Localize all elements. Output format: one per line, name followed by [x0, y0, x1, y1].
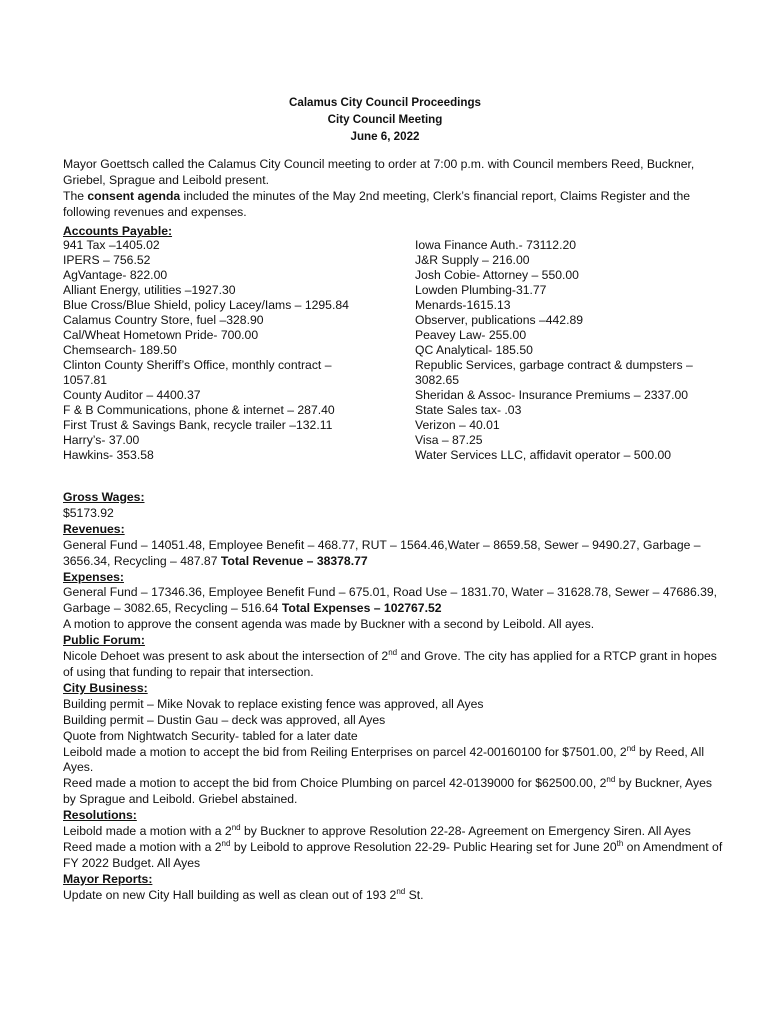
header-title: Calamus City Council Proceedings: [289, 96, 481, 109]
mayor-reports-heading: Mayor Reports:: [63, 871, 153, 886]
payable-item: Harry’s- 37.00: [63, 433, 140, 447]
city-business-item: Building permit – Dustin Gau – deck was approved, all Ayes: [63, 712, 386, 727]
payable-item: Iowa Finance Auth.- 73112.20: [415, 238, 577, 252]
ordinal-suffix: nd: [221, 838, 231, 848]
city-business-item: [63, 776, 728, 808]
payable-item: Cal/Wheat Hometown Pride- 700.00: [63, 328, 259, 342]
mayor-reports-text-post: St.: [405, 887, 424, 902]
city-business-heading: City Business:: [63, 680, 148, 695]
payable-item: State Sales tax- .03: [415, 403, 522, 417]
accounts-payable-heading: Accounts Payable:: [63, 224, 173, 238]
lower-section: [63, 490, 728, 904]
ordinal-suffix: nd: [396, 886, 406, 896]
payable-item: Republic Services, garbage contract & dumpsters –: [415, 358, 693, 372]
item-text-post: by Reed, All Ayes.: [63, 744, 705, 775]
resolution-item: [63, 840, 728, 872]
mayor-reports-text-pre: Update on new City Hall building as well as clean out of 193 2: [63, 887, 397, 902]
payable-item: 941 Tax –1405.02: [63, 238, 160, 252]
consent-agenda-bold: consent agenda: [87, 189, 181, 203]
payable-item: Calamus Country Store, fuel –328.90: [63, 313, 264, 327]
payable-item: 3082.65: [415, 373, 460, 387]
resolution-text-post: on Amendment of FY 2022 Budget. All Ayes: [63, 839, 723, 870]
payable-item: Peavey Law- 255.00: [415, 328, 527, 342]
call-to-order-paragraph: Mayor Goettsch called the Calamus City Council meeting to order at 7:00 p.m. with Council members Reed, Buckner, Griebel, Sprague and Leibold present.: [63, 157, 695, 187]
ordinal-suffix: nd: [606, 775, 616, 785]
resolution-text-mid: by Leibold to approve Resolution 22-29- Public Hearing set for June 20: [230, 839, 617, 854]
resolution-text-post: by Buckner to approve Resolution 22-28- Agreement on Emergency Siren. All Ayes: [240, 824, 691, 839]
consent-motion: A motion to approve the consent agenda was made by Buckner with a second by Leibold. All ayes.: [63, 617, 595, 632]
payable-item: AgVantage- 822.00: [63, 268, 168, 282]
resolutions-heading: Resolutions:: [63, 808, 137, 823]
consent-agenda-text-pre: The: [63, 189, 88, 203]
payable-item: County Auditor – 4400.37: [63, 388, 201, 402]
payable-item: Clinton County Sheriff’s Office, monthly contract –: [63, 358, 332, 372]
public-forum-paragraph: [63, 649, 728, 681]
resolution-item: [63, 824, 728, 840]
item-text-pre: Reed made a motion to accept the bid from Choice Plumbing on parcel 42-0139000 for $62500.00, 2: [63, 776, 607, 791]
total-expenses: Total Expenses – 102767.52: [281, 601, 442, 616]
payable-item: Lowden Plumbing-31.77: [415, 283, 547, 297]
ordinal-suffix: th: [616, 838, 624, 848]
ordinal-suffix: nd: [626, 743, 636, 753]
item-text-post: by Buckner, Ayes by Sprague and Leibold. Griebel abstained.: [63, 776, 712, 807]
payable-item: Water Services LLC, affidavit operator – 500.00: [415, 448, 672, 462]
resolution-text-pre: Reed made a motion with a 2: [63, 839, 222, 854]
consent-agenda-paragraph: [63, 188, 728, 220]
expenses-heading: Expenses:: [63, 569, 124, 584]
item-text-pre: Leibold made a motion to accept the bid from Reiling Enterprises on parcel 42-00160100 for $7501.00, 2: [63, 744, 627, 759]
public-forum-text-post: and Grove. The city has applied for a RTCP grant in hopes of using that funding to repair that intersection.: [63, 649, 717, 679]
payable-item: Blue Cross/Blue Shield, policy Lacey/Iams – 1295.84: [63, 298, 349, 312]
ordinal-suffix: nd: [388, 648, 398, 657]
revenues-text: General Fund – 14051.48, Employee Benefit – 468.77, RUT – 1564.46,Water – 8659.58, Sewer – 9490.27, Garbage – 3656.34, Recycling – 487.87: [63, 537, 701, 568]
gross-wages-heading: Gross Wages:: [63, 490, 145, 504]
payable-item: QC Analytical- 185.50: [415, 343, 533, 357]
expenses-paragraph: [63, 585, 728, 617]
accounts-payable-left-column: [63, 238, 363, 463]
payable-item: J&R Supply – 216.00: [415, 253, 530, 267]
payable-item: 1057.81: [63, 373, 108, 387]
resolution-text-pre: Leibold made a motion with a 2: [63, 824, 232, 839]
accounts-payable-right-column: [415, 238, 735, 463]
header-date: June 6, 2022: [350, 130, 420, 143]
payable-item: Verizon – 40.01: [415, 418, 500, 432]
consent-agenda-text-post: included the minutes of the May 2nd meeting, Clerk’s financial report, Claims Register and the following revenues and expenses.: [63, 189, 691, 219]
expenses-text: General Fund – 17346.36, Employee Benefit Fund – 675.01, Road Use – 1831.70, Water – 31628.78, Sewer – 47686.39, Garbage – 3082.65, Recycling – 516.64: [63, 585, 718, 616]
gross-wages-value: $5173.92: [63, 505, 114, 520]
document-header: [0, 94, 770, 145]
public-forum-heading: Public Forum:: [63, 633, 145, 648]
payable-item: Alliant Energy, utilities –1927.30: [63, 283, 236, 297]
city-business-item: [63, 745, 728, 777]
total-revenue: Total Revenue – 38378.77: [220, 553, 368, 568]
payable-item: Observer, publications –442.89: [415, 313, 584, 327]
header-subtitle: City Council Meeting: [327, 113, 443, 126]
payable-item: Hawkins- 353.58: [63, 448, 154, 462]
payable-item: IPERS – 756.52: [63, 253, 151, 267]
payable-item: Menards-1615.13: [415, 298, 511, 312]
payable-item: Josh Cobie- Attorney – 550.00: [415, 268, 579, 282]
mayor-reports-paragraph: [63, 888, 728, 904]
payable-item: F & B Communications, phone & internet – 287.40: [63, 403, 335, 417]
city-business-item: Quote from Nightwatch Security- tabled for a later date: [63, 728, 358, 743]
revenues-heading: Revenues:: [63, 521, 125, 536]
revenues-paragraph: [63, 538, 728, 570]
payable-item: Sheridan & Assoc- Insurance Premiums – 2337.00: [415, 388, 689, 402]
payable-item: Visa – 87.25: [415, 433, 483, 447]
public-forum-text-pre: Nicole Dehoet was present to ask about the intersection of 2: [63, 649, 389, 664]
ordinal-suffix: nd: [231, 822, 241, 832]
city-business-item: Building permit – Mike Novak to replace existing fence was approved, all Ayes: [63, 696, 484, 711]
intro-section: [63, 156, 728, 220]
payable-item: First Trust & Savings Bank, recycle trailer –132.11: [63, 418, 333, 432]
payable-item: Chemsearch- 189.50: [63, 343, 177, 357]
